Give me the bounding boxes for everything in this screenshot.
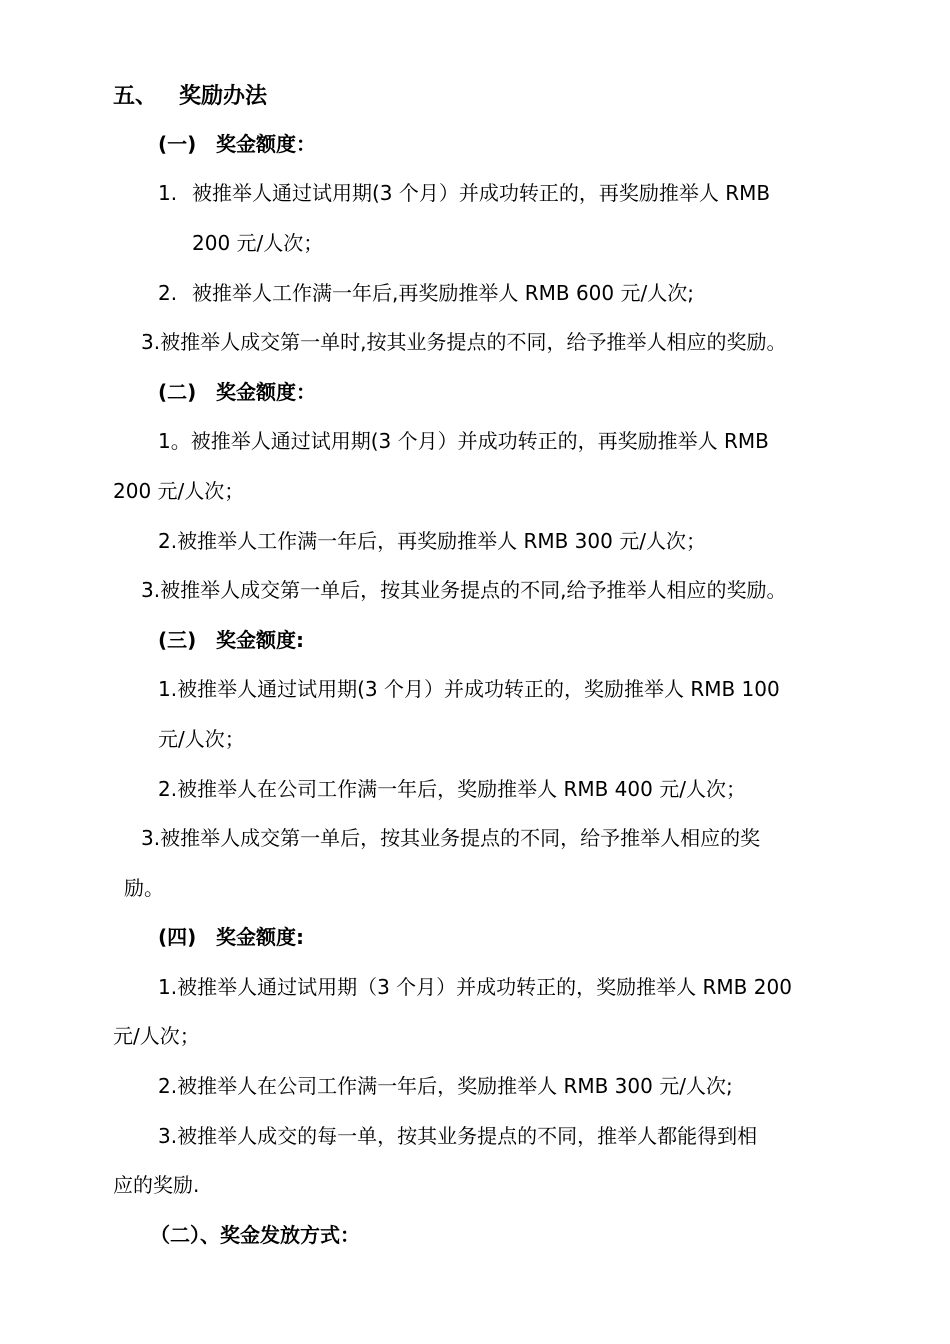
list-item: 1.被推举人通过试用期(3 个月）并成功转正的，奖励推举人 RMB 100	[158, 677, 780, 701]
payment-method-heading: （二）、奖金发放方式：	[150, 1223, 360, 1247]
list-item-continuation: 元/人次；	[113, 1024, 200, 1048]
section-heading-title: 奖励办法	[179, 84, 268, 109]
section-heading	[113, 86, 267, 108]
list-item-text: 被推举人通过试用期(3 个月）并成功转正的，再奖励推举人 RMB	[192, 181, 771, 205]
subsection-title: 奖金额度:	[216, 628, 304, 652]
list-item: 3.被推举人成交第一单时,按其业务提点的不同，给予推举人相应的奖励。	[141, 330, 787, 354]
list-item: 2.被推举人工作满一年后，再奖励推举人 RMB 300 元/人次；	[158, 529, 706, 553]
subsection-heading-2	[158, 382, 316, 402]
list-item: 3.被推举人成交的每一单，按其业务提点的不同，推举人都能得到相	[158, 1124, 758, 1148]
subsection-heading-1	[158, 134, 316, 154]
list-item: 3.被推举人成交第一单后，按其业务提点的不同,给予推举人相应的奖励。	[141, 578, 787, 602]
section-heading-number: 五、	[113, 84, 158, 109]
subsection-label: (一)	[158, 132, 197, 156]
list-item: 2.被推举人在公司工作满一年后，奖励推举人 RMB 400 元/人次；	[158, 777, 746, 801]
list-item-continuation: 励。	[124, 876, 164, 900]
list-item: 3.被推举人成交第一单后，按其业务提点的不同，给予推举人相应的奖	[141, 826, 761, 850]
subsection-title: 奖金额度：	[216, 132, 316, 156]
list-item-continuation: 元/人次；	[158, 727, 245, 751]
list-item-continuation: 200 元/人次；	[192, 231, 324, 255]
subsection-label: (二)	[158, 380, 197, 404]
list-item	[158, 283, 694, 303]
list-item-text: 被推举人工作满一年后,再奖励推举人 RMB 600 元/人次;	[192, 281, 694, 305]
subsection-label: (三)	[158, 628, 197, 652]
subsection-heading-4	[158, 927, 304, 947]
list-item-continuation: 应的奖励.	[113, 1173, 200, 1197]
subsection-title: 奖金额度：	[216, 380, 316, 404]
list-item-number: 2.	[158, 281, 178, 305]
list-item: 2.被推举人在公司工作满一年后，奖励推举人 RMB 300 元/人次;	[158, 1074, 733, 1098]
list-item: 1.被推举人通过试用期（3 个月）并成功转正的，奖励推举人 RMB 200	[158, 975, 792, 999]
subsection-title: 奖金额度:	[216, 925, 304, 949]
list-item-continuation: 200 元/人次；	[113, 479, 245, 503]
subsection-heading-3	[158, 630, 304, 650]
list-item	[158, 183, 770, 203]
subsection-label: (四)	[158, 925, 197, 949]
list-item-number: 1.	[158, 181, 178, 205]
list-item: 1。被推举人通过试用期(3 个月）并成功转正的，再奖励推举人 RMB	[158, 429, 769, 453]
